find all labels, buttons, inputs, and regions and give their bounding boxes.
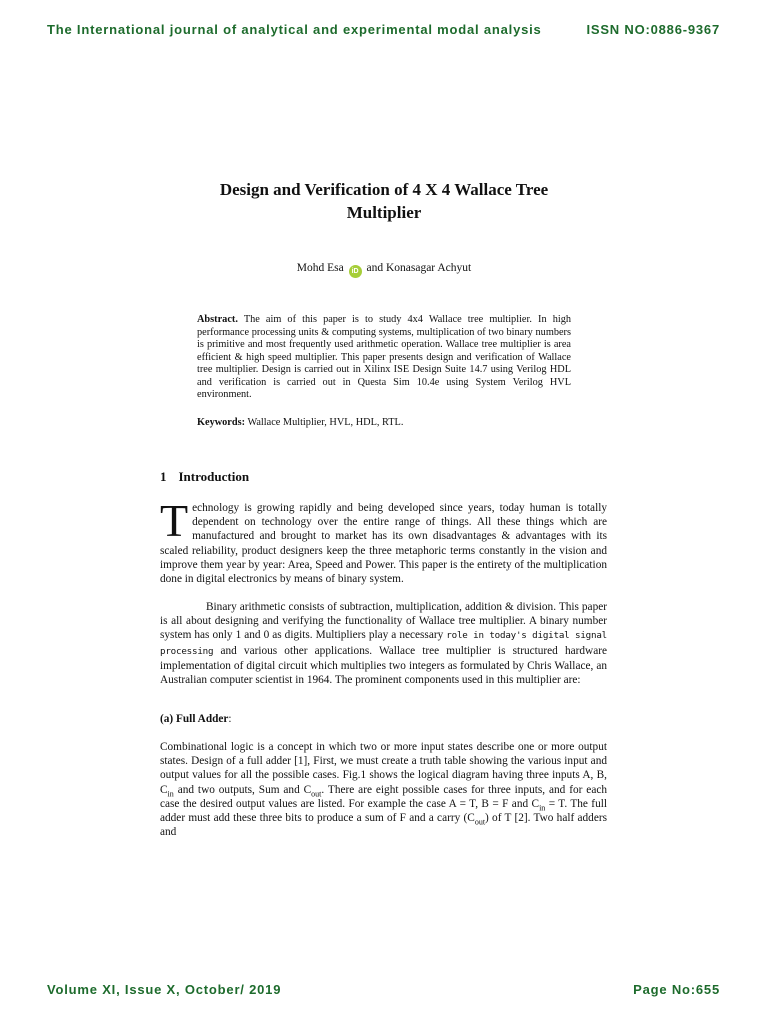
abstract	[197, 314, 571, 402]
fa-text-3: . There are eight possible cases for three inputs, and for each case the desired output values are listed. For example the case A = T, B = F and C	[160, 783, 607, 810]
subsection-title: (a) Full Adder	[160, 713, 229, 725]
author-name: Mohd Esa	[296, 262, 344, 274]
title-line-2: Multiplier	[346, 203, 422, 222]
page-number-footer: Page No:655	[633, 982, 720, 997]
keywords-label: Keywords:	[197, 417, 246, 428]
fa-text-2: and two outputs, Sum and C	[177, 783, 312, 796]
journal-header: The International journal of analytical and experimental modal analysis	[47, 22, 542, 37]
intro-text: echnology is growing rapidly and being developed since years, today human is totally dependent on technology over the entire range of things. All these things which are manufactured and brought to market has its own disadvantages & advantages with its scaled reliability, product designers keep the three metaphoric terms constantly in the vision and improve them year by year: Area, Speed and Power. This paper is the entirety of the multiplication done in digital electronics by means of binary system.	[160, 502, 607, 586]
second-paragraph	[160, 600, 607, 687]
keywords-text: Wallace Multiplier, HVL, HDL, RTL.	[247, 417, 404, 428]
volume-footer: Volume XI, Issue X, October/ 2019	[47, 982, 282, 997]
subscript-out: out	[311, 788, 322, 798]
issn-header: ISSN NO:0886-9367	[586, 22, 720, 37]
subscript-out-2: out	[474, 817, 486, 827]
paper-title	[200, 178, 568, 224]
section-number: 1	[160, 469, 167, 484]
drop-cap: T	[160, 495, 189, 546]
section-heading	[160, 469, 249, 485]
subscript-in: in	[167, 788, 174, 798]
section-title: Introduction	[178, 469, 250, 484]
para2-text-b: and various other applications. Wallace tree multiplier is structured hardware implementation of digital circuit which multiplies two integers as formulated by Chris Wallace, an Australian computer scientist in 1964. The prominent components used in this multiplier are:	[160, 644, 607, 687]
full-adder-paragraph	[160, 740, 607, 839]
orcid-icon[interactable]: iD	[349, 265, 362, 278]
para2-mono-text: role in today's digital signal processing	[160, 630, 607, 657]
fa-text-5: ) of T [2]. Two half adders and	[160, 812, 607, 839]
author-line	[160, 262, 608, 278]
para2-text-a: Binary arithmetic consists of subtraction, multiplication, addition & division. This paper is all about designing and verifying the functionality of Wallace tree multiplier. A binary number system has only 1 and 0 as digits. Multipliers play a necessary	[160, 601, 607, 642]
title-line-1: Design and Verification of 4 X 4 Wallace Tree	[219, 180, 549, 199]
abstract-label: Abstract.	[197, 314, 238, 325]
subsection-colon: :	[228, 713, 232, 725]
intro-paragraph	[160, 495, 607, 586]
author-name-2: and Konasagar Achyut	[366, 262, 472, 274]
fa-text-4: = T. The full adder must add these three bits to produce a sum of F and a carry (C	[160, 797, 607, 825]
abstract-text: The aim of this paper is to study 4x4 Wallace tree multiplier. In high performance processing units & computing systems, multiplication of two binary numbers is primitive and most frequently used arithmetic operation. Wallace tree multiplier is area efficient & high speed multiplier. This paper presents design and verification of Wallace tree multiplier. Design is carried out in Xilinx ISE Design Suite 14.7 using Verilog HDL and verification is carried out in Questa Sim 10.4e using System Verilog HVL environment.	[197, 314, 571, 400]
fa-text-1: Combinational logic is a concept in which two or more input states describe one or more output states. Design of a full adder [1], First, we must create a truth table showing the various input and output values for all the possible cases. Fig.1 shows the logical diagram having three inputs A, B, C	[160, 741, 607, 796]
keywords	[197, 417, 571, 428]
subsection-heading	[160, 713, 232, 725]
subscript-in-2: in	[539, 803, 546, 813]
